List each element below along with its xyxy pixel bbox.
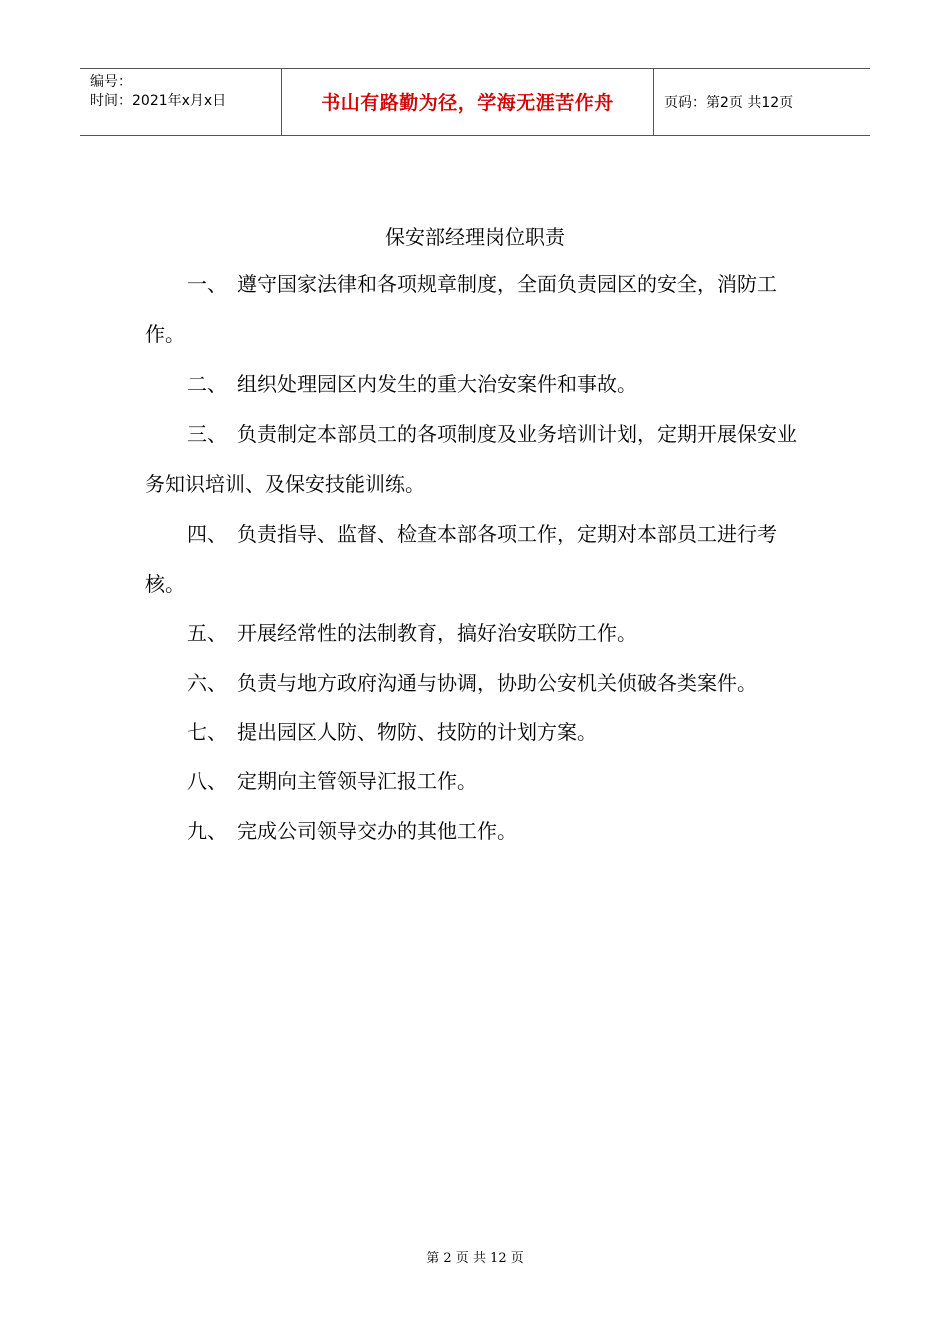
item-text: 负责与地方政府沟通与协调，协助公安机关侦破各类案件。 xyxy=(237,671,757,695)
item-text: 组织处理园区内发生的重大治安案件和事故。 xyxy=(237,372,637,396)
item-number: 九、 xyxy=(187,819,227,843)
list-item xyxy=(145,509,815,609)
item-number: 五、 xyxy=(187,621,227,645)
item-text: 负责指导、监督、检查本部各项工作，定期对本部员工进行考核。 xyxy=(145,522,777,596)
item-text: 定期向主管领导汇报工作。 xyxy=(237,769,477,793)
header-page-cell xyxy=(654,69,870,135)
item-text: 负责制定本部员工的各项制度及业务培训计划，定期开展保安业务知识培训、及保安技能训练。 xyxy=(145,422,797,496)
page-footer: 第 2 页 共 12 页 xyxy=(426,1251,524,1266)
list-item xyxy=(145,608,815,658)
item-number: 六、 xyxy=(187,671,227,695)
item-number: 二、 xyxy=(187,372,227,396)
item-number: 七、 xyxy=(187,720,227,744)
list-item xyxy=(145,658,815,708)
list-item xyxy=(145,756,815,806)
item-number: 四、 xyxy=(187,522,227,546)
item-number: 三、 xyxy=(187,422,227,446)
date-line: 时间：2021年x月x日 xyxy=(90,93,227,109)
item-text: 提出园区人防、物防、技防的计划方案。 xyxy=(237,720,597,744)
page-info: 页码：第2页 共12页 xyxy=(664,95,794,111)
item-text: 开展经常性的法制教育，搞好治安联防工作。 xyxy=(237,621,637,645)
motto-text: 书山有路勤为径，学海无涯苦作舟 xyxy=(321,91,614,114)
list-item xyxy=(145,806,815,856)
document-title: 保安部经理岗位职责 xyxy=(385,225,565,249)
list-item xyxy=(145,359,815,409)
item-text: 遵守国家法律和各项规章制度，全面负责园区的安全，消防工作。 xyxy=(145,272,777,346)
list-item xyxy=(145,707,815,757)
number-label: 编号： xyxy=(90,74,132,90)
item-number: 一、 xyxy=(187,272,227,296)
header-table xyxy=(80,68,870,136)
header-motto-cell xyxy=(281,69,654,135)
item-text: 完成公司领导交办的其他工作。 xyxy=(237,819,517,843)
item-number: 八、 xyxy=(187,769,227,793)
list-item xyxy=(145,409,815,509)
header-meta-cell xyxy=(80,69,281,135)
list-item xyxy=(145,259,815,359)
